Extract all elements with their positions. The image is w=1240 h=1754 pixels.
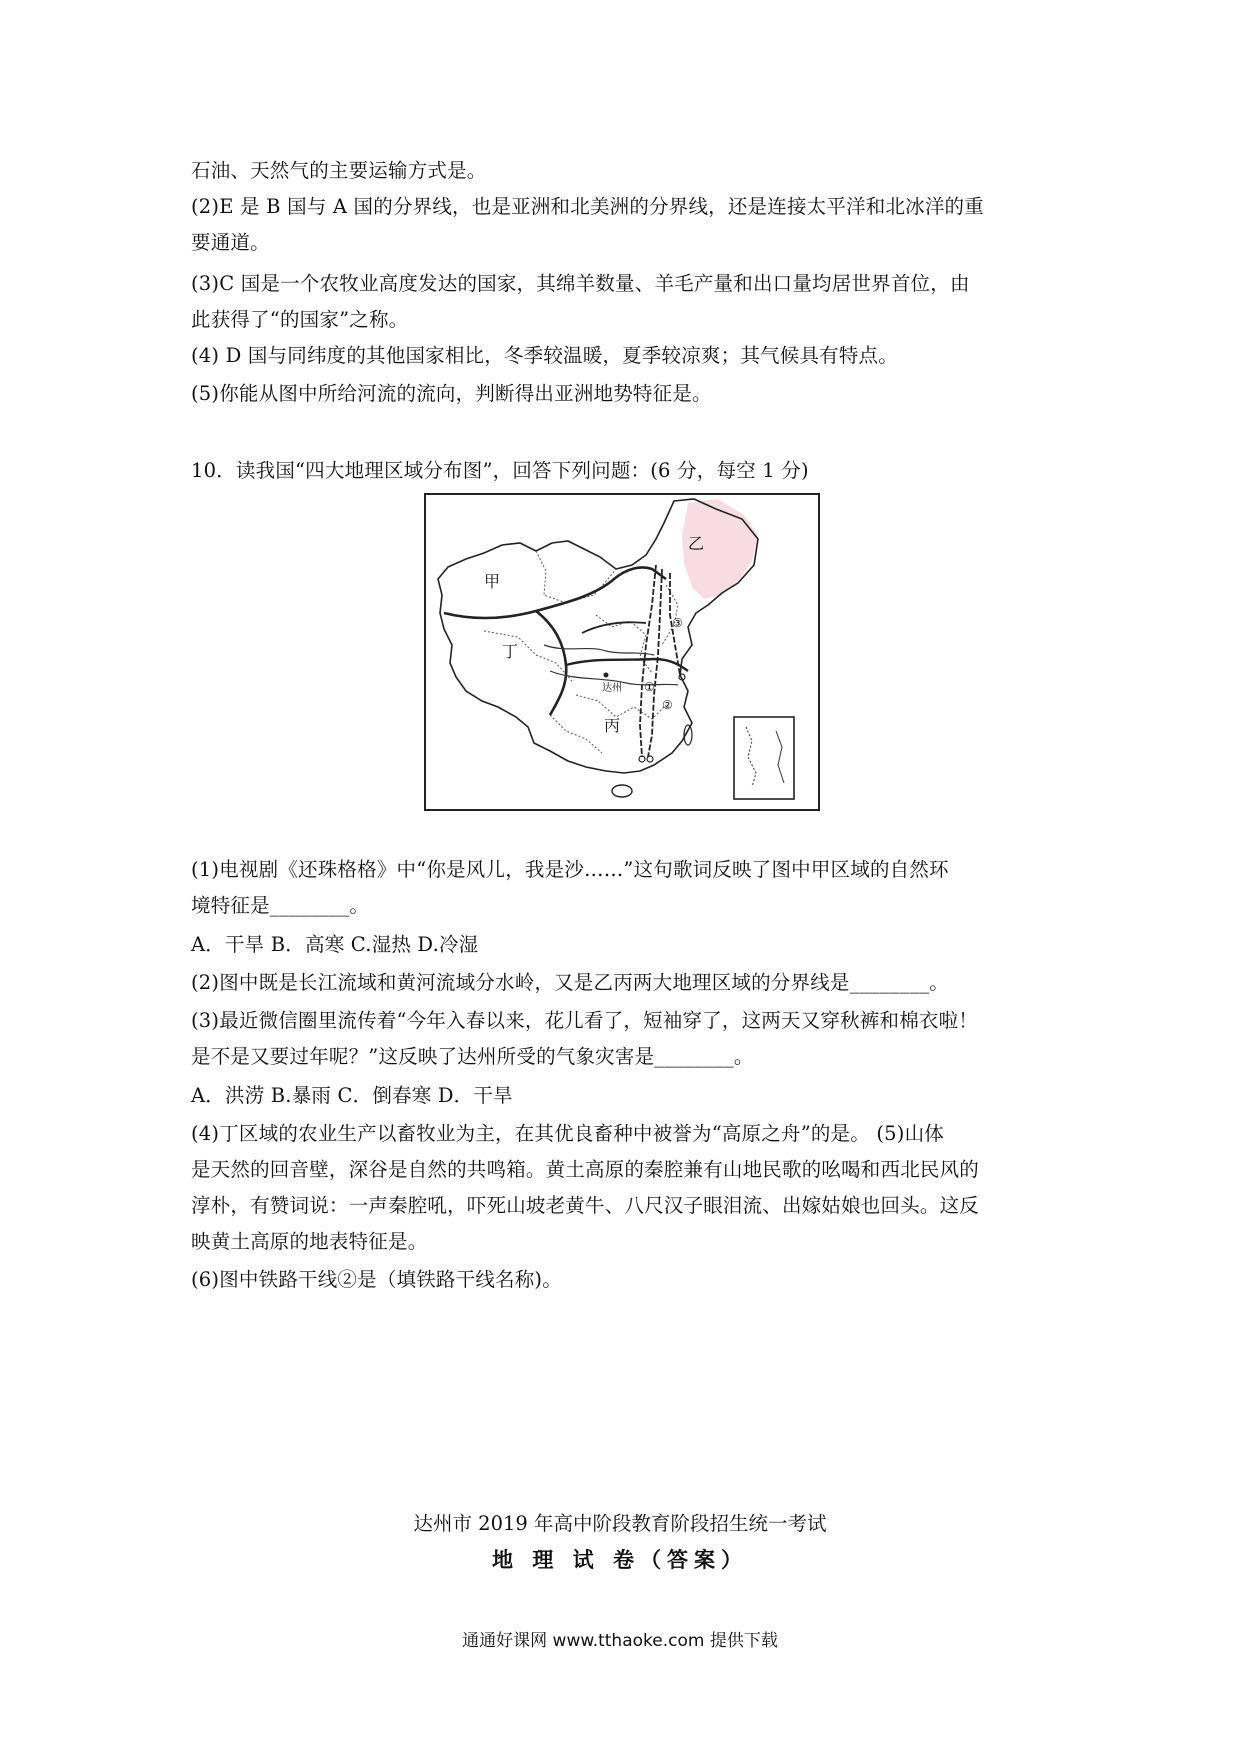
q9-part2-line1: (2)E 是 B 国与 A 国的分界线，也是亚洲和北美洲的分界线，还是连接太平洋和北冰洋的重 bbox=[191, 195, 984, 218]
q10-part3-line1: (3)最近微信圈里流传着“今年入春以来，花儿看了，短袖穿了，这两天又穿秋裤和棉衣啦！ bbox=[191, 1009, 978, 1032]
china-four-regions-map bbox=[424, 493, 820, 811]
map-label-railway-2: ② bbox=[662, 698, 673, 712]
map-label-railway-1: ① bbox=[644, 680, 655, 694]
q9-part4: (4) D 国与同纬度的其他国家相比，冬季较温暖，夏季较凉爽；其气候具有特点。 bbox=[191, 344, 898, 367]
q10-part5-line2: 淳朴，有赞词说：一声秦腔吼，吓死山坡老黄牛、八尺汉子眼泪流、出嫁姑娘也回头。这反 bbox=[191, 1194, 980, 1217]
map-label-yi: 乙 bbox=[688, 534, 705, 553]
map-label-dazhou: 达州 bbox=[602, 683, 622, 694]
answer-exam-title: 达州市 2019 年高中阶段教育阶段招生统一考试 bbox=[413, 1512, 827, 1535]
q9-part2-line2: 要通道。 bbox=[191, 231, 270, 254]
map-label-jia: 甲 bbox=[484, 572, 501, 591]
q10-part3-line2: 是不是又要过年呢？”这反映了达州所受的气象灾害是________。 bbox=[191, 1045, 754, 1068]
q10-part4-line1: (4)丁区域的农业生产以畜牧业为主，在其优良畜种中被誉为“高原之舟”的是。 (5)山体 bbox=[191, 1122, 944, 1145]
answer-exam-subtitle: 地 理 试 卷（答案） bbox=[492, 1547, 748, 1572]
q10-part1-line2: 境特征是________。 bbox=[191, 894, 370, 917]
q10-part5-line1: 是天然的回音壁，深谷是自然的共鸣箱。黄土高原的秦腔兼有山地民歌的吆喝和西北民风的 bbox=[191, 1158, 980, 1181]
q9-part5: (5)你能从图中所给河流的流向，判断得出亚洲地势特征是。 bbox=[191, 382, 712, 405]
q9-text-tail: 石油、天然气的主要运输方式是。 bbox=[191, 159, 487, 182]
q10-part2: (2)图中既是长江流域和黄河流域分水岭，又是乙丙两大地理区域的分界线是________。 bbox=[191, 971, 949, 994]
map-label-railway-3: ③ bbox=[672, 616, 683, 630]
q10-part6: (6)图中铁路干线②是（填铁路干线名称)。 bbox=[191, 1268, 562, 1291]
map-label-ding: 丁 bbox=[502, 642, 519, 661]
q9-part3-line1: (3)C 国是一个农牧业高度发达的国家，其绵羊数量、羊毛产量和出口量均居世界首位，由 bbox=[191, 272, 970, 295]
q9-part3-line2: 此获得了“的国家”之称。 bbox=[191, 308, 409, 331]
q10-part3-options: A．洪涝 B.暴雨 C．倒春寒 D．干旱 bbox=[191, 1084, 513, 1107]
q10-part1-line1: (1)电视剧《还珠格格》中“你是风儿，我是沙……”这句歌词反映了图中甲区域的自然环 bbox=[191, 858, 949, 881]
download-footer: 通通好课网 www.tthaoke.com 提供下载 bbox=[462, 1631, 778, 1651]
q10-heading: 10．读我国“四大地理区域分布图”，回答下列问题：(6 分，每空 1 分) bbox=[191, 459, 809, 482]
q10-part1-options: A．干旱 B．高寒 C.湿热 D.冷湿 bbox=[191, 933, 479, 956]
map-label-bing: 丙 bbox=[604, 716, 621, 735]
q10-part5-line3: 映黄土高原的地表特征是。 bbox=[191, 1230, 428, 1253]
